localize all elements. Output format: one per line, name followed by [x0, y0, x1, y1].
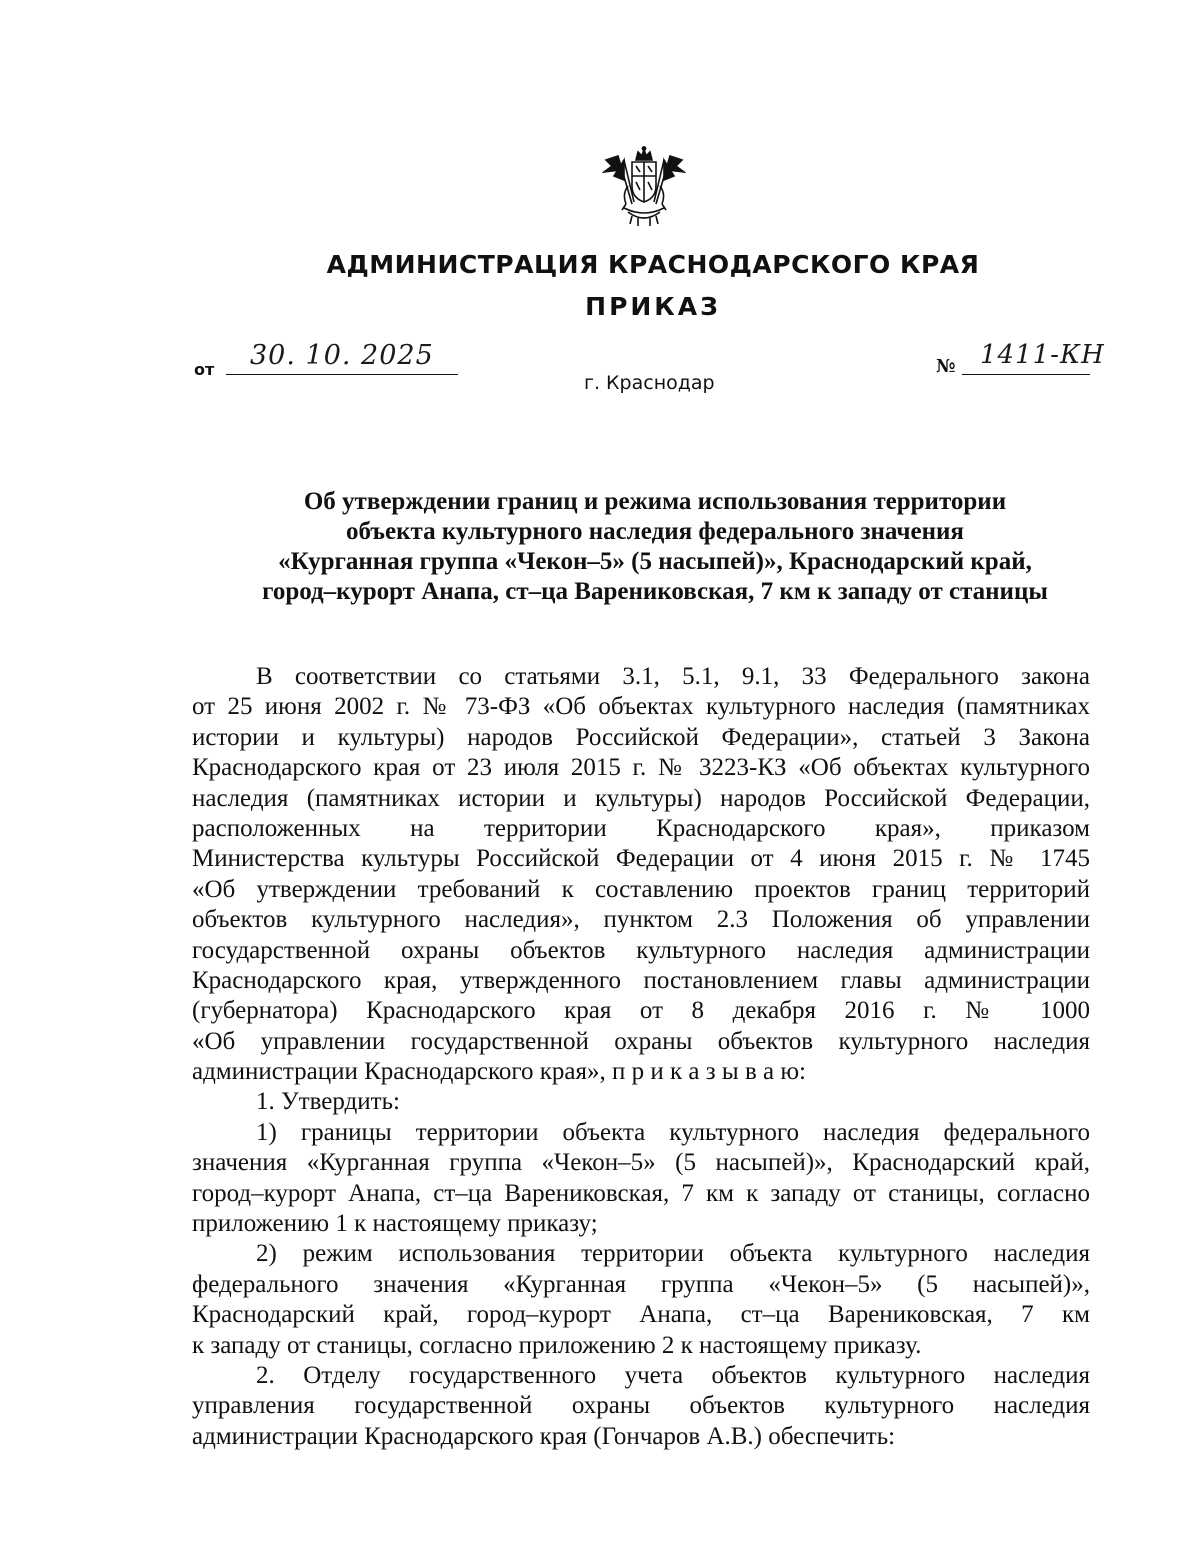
- body-line: Краснодарского края от 23 июля 2015 г. № 3223-КЗ «Об объектах культурного: [192, 754, 1090, 782]
- body-line: расположенных на территории Краснодарского края», приказом: [192, 814, 1090, 842]
- number-value: 1411-КН: [980, 340, 1105, 370]
- body-line: администрации Краснодарского края», п р и к а з ы в а ю:: [192, 1058, 806, 1086]
- body-line: государственной охраны объектов культурного наследия администрации: [192, 936, 1090, 964]
- organization-name: АДМИНИСТРАЦИЯ КРАСНОДАРСКОГО КРАЯ: [326, 250, 980, 279]
- body-line: истории и культуры) народов Российской Федерации», статьей 3 Закона: [192, 723, 1090, 751]
- body-line: город–курорт Анапа, ст–ца Варениковская, 7 км к западу от станицы, согласно: [192, 1179, 1090, 1207]
- document-type: ПРИКАЗ: [585, 292, 721, 321]
- body-line: к западу от станицы, согласно приложению 2 к настоящему приказу.: [192, 1331, 922, 1359]
- body-line: Краснодарский край, город–курорт Анапа, ст–ца Варениковская, 7 км: [192, 1301, 1090, 1329]
- date-underline: [226, 374, 458, 375]
- body-line: Министерства культуры Российской Федерации от 4 июня 2015 г. № 1745: [192, 845, 1090, 873]
- body-line: значения «Курганная группа «Чекон–5» (5 насыпей)», Краснодарский край,: [192, 1149, 1090, 1177]
- body-line: от 25 июня 2002 г. № 73-ФЗ «Об объектах культурного наследия (памятниках: [192, 693, 1090, 721]
- body-line: «Об утверждении требований к составлению проектов границ территорий: [192, 875, 1090, 903]
- title-line: объекта культурного наследия федерального значения: [346, 518, 964, 545]
- city-name: г. Краснодар: [584, 372, 715, 394]
- body-line: В соответствии со статьями 3.1, 5.1, 9.1, 33 Федерального закона: [256, 663, 1090, 690]
- document-body: [192, 662, 1090, 1452]
- body-line: приложению 1 к настоящему приказу;: [192, 1210, 598, 1238]
- title-line: Об утверждении границ и режима использования территории: [303, 488, 1007, 515]
- document-title: [180, 487, 1130, 607]
- body-line: федерального значения «Курганная группа «Чекон–5» (5 насыпей)»,: [192, 1270, 1090, 1298]
- body-line: «Об управлении государственной охраны объектов культурного наследия: [192, 1027, 1090, 1055]
- body-line: 1. Утвердить:: [256, 1088, 400, 1116]
- number-underline: [962, 374, 1090, 375]
- date-label: от: [194, 360, 215, 379]
- body-line: 2. Отделу государственного учета объектов культурного наследия: [256, 1361, 1090, 1389]
- body-line: управления государственной охраны объектов культурного наследия: [192, 1392, 1090, 1420]
- coat-of-arms-icon: [602, 146, 686, 228]
- body-line: администрации Краснодарского края (Гончаров А.В.) обеспечить:: [192, 1422, 896, 1450]
- body-line: наследия (памятниках истории и культуры) народов Российской Федерации,: [192, 784, 1090, 812]
- title-line: «Курганная группа «Чекон–5» (5 насыпей)», Краснодарский край,: [278, 548, 1032, 575]
- title-line: город–курорт Анапа, ст–ца Варениковская, 7 км к западу от станицы: [262, 578, 1048, 605]
- body-line: 2) режим использования территории объекта культурного наследия: [256, 1240, 1090, 1268]
- body-line: объектов культурного наследия», пунктом 2.3 Положения об управлении: [192, 906, 1090, 934]
- body-line: 1) границы территории объекта культурного наследия федерального: [256, 1118, 1090, 1146]
- date-value: 30. 10. 2025: [250, 340, 434, 371]
- number-label: №: [936, 356, 956, 377]
- body-line: Краснодарского края, утвержденного постановлением главы администрации: [192, 966, 1090, 994]
- body-line: (губернатора) Краснодарского края от 8 декабря 2016 г. № 1000: [192, 997, 1090, 1025]
